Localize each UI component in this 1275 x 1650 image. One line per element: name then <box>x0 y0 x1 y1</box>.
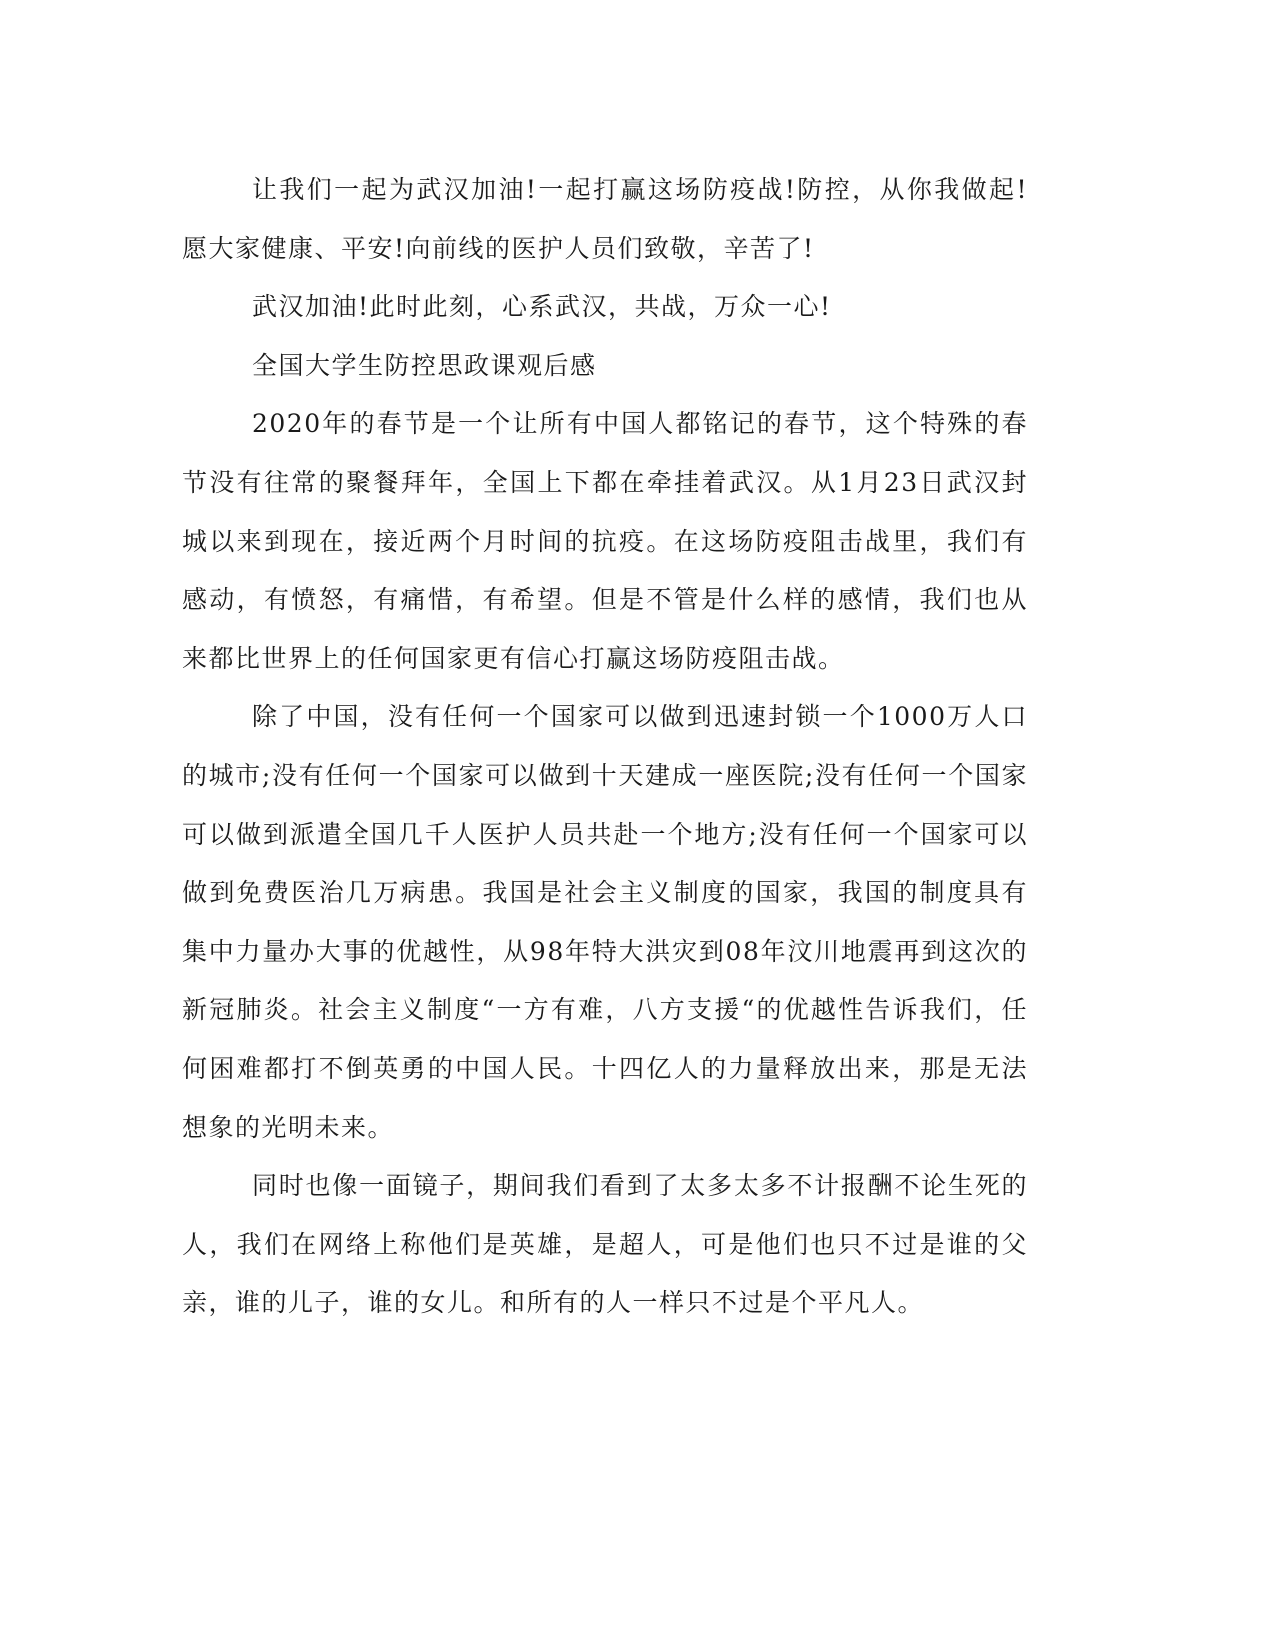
paragraph-united: 武汉加油!此时此刻，心系武汉，共战，万众一心! <box>252 292 832 322</box>
document-body <box>182 161 1028 1333</box>
paragraph-socialist-system: 除了中国，没有任何一个国家可以做到迅速封锁一个1000万人口的城市;没有任何一个国家可以做到十天建成一座医院;没有任何一个国家可以做到派遣全国几千人医护人员共赴一个地方;没有任何一个国家可以做到免费医治几万病患。我国是社会主义制度的国家，我国的制度具有集中力量办大事的优越性，从98年特大洪灾到08年汶川地震再到这次的新冠肺炎。社会主义制度“一方有难，八方支援“的优越性告诉我们，任何困难都打不倒英勇的中国人民。十四亿人的力量释放出来，那是无法想象的光明未来。 <box>182 702 1028 1142</box>
paragraph-mirror: 同时也像一面镜子，期间我们看到了太多太多不计报酬不论生死的人，我们在网络上称他们是英雄，是超人，可是他们也只不过是谁的父亲，谁的儿子，谁的女儿。和所有的人一样只不过是个平凡人。 <box>182 1171 1028 1318</box>
section-heading: 全国大学生防控思政课观后感 <box>252 350 597 380</box>
paragraph-cheer-wuhan: 让我们一起为武汉加油!一起打赢这场防疫战!防控，从你我做起!愿大家健康、平安!向前线的医护人员们致敬，辛苦了! <box>182 175 1028 263</box>
paragraph-spring-festival: 2020年的春节是一个让所有中国人都铭记的春节，这个特殊的春节没有往常的聚餐拜年，全国上下都在牵挂着武汉。从1月23日武汉封城以来到现在，接近两个月时间的抗疫。在这场防疫阻击战里，我们有感动，有愤怒，有痛惜，有希望。但是不管是什么样的感情，我们也从来都比世界上的任何国家更有信心打赢这场防疫阻击战。 <box>182 409 1028 673</box>
